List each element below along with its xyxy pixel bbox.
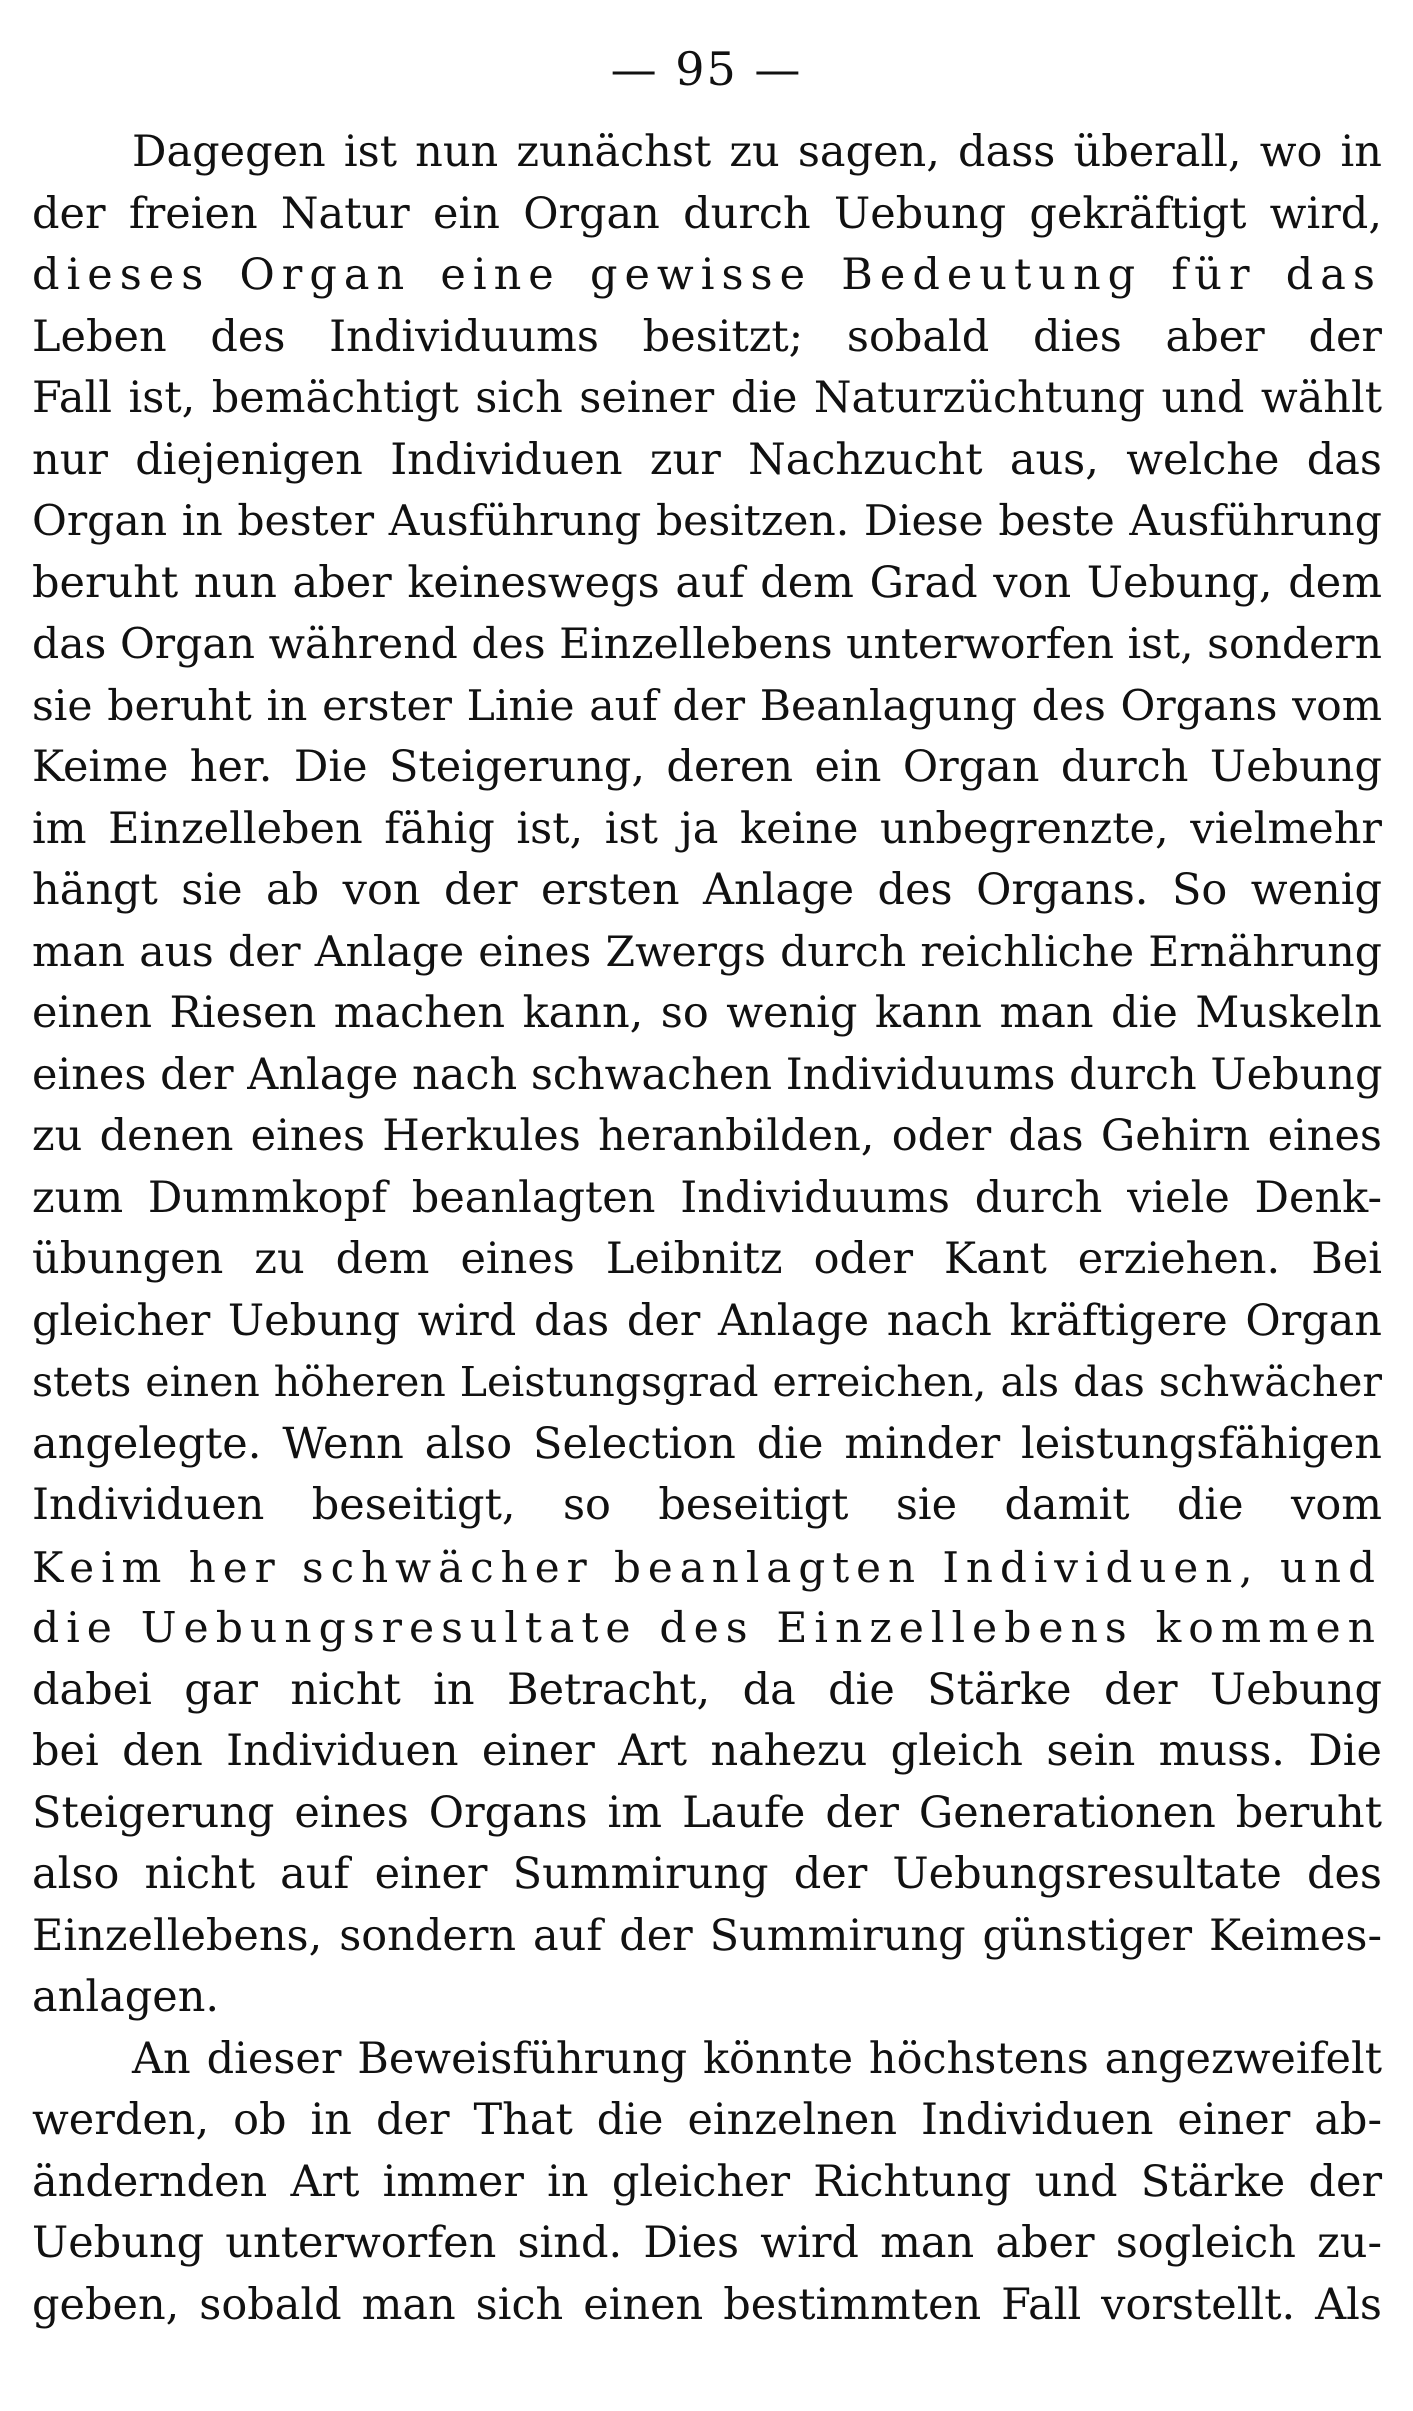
text-line: beruht nun aber keineswegs auf dem Grad von Uebung, dem (32, 557, 1382, 608)
text-line: bei den Individuen einer Art nahezu gleich sein muss. Die (32, 1726, 1382, 1776)
text-line: übungen zu dem eines Leibnitz oder Kant erziehen. Bei (32, 1234, 1382, 1284)
text-line: stets einen höheren Leistungsgrad erreichen, als das schwächer (32, 1358, 1382, 1406)
text-line: An dieser Beweisführung könnte höchstens angezweifelt (132, 2033, 1382, 2084)
text-line: Leben des Individuums besitzt; sobald dies aber der (32, 311, 1382, 362)
text-line-spaced: dieses Organ eine gewisse Bedeutung für das (32, 250, 1382, 300)
page-number: — 95 — (610, 42, 803, 96)
text-line: dabei gar nicht in Betracht, da die Stärke der Uebung (32, 1664, 1382, 1715)
text-line: gleicher Uebung wird das der Anlage nach kräftigere Organ (32, 1295, 1382, 1346)
text-line: Fall ist, bemächtigt sich seiner die Naturzüchtung und wählt (32, 373, 1382, 423)
text-line: also nicht auf einer Summirung der Uebungsresultate des (32, 1849, 1382, 1899)
text-line: man aus der Anlage eines Zwergs durch reichliche Ernährung (32, 927, 1382, 977)
text-line-last: anlagen. (32, 1972, 220, 2022)
text-line: im Einzelleben fähig ist, ist ja keine unbegrenzte, vielmehr (32, 803, 1382, 854)
text-line-spaced: die Uebungsresultate des Einzellebens kommen (32, 1604, 1382, 1653)
text-line: werden, ob in der That die einzelnen Individuen einer ab- (32, 2095, 1382, 2145)
text-line: nur diejenigen Individuen zur Nachzucht aus, welche das (32, 434, 1382, 485)
text-line: Organ in bester Ausführung besitzen. Diese beste Ausführung (32, 497, 1382, 546)
text-line: einen Riesen machen kann, so wenig kann man die Muskeln (32, 988, 1382, 1038)
text-line: geben, sobald man sich einen bestimmten Fall vorstellt. Als (32, 2279, 1382, 2330)
text-line: sie beruht in erster Linie auf der Beanlagung des Organs vom (32, 681, 1382, 731)
text-line: Uebung unterworfen sind. Dies wird man aber sogleich zu- (32, 2218, 1382, 2268)
text-line: ändernden Art immer in gleicher Richtung und Stärke der (32, 2156, 1382, 2207)
text-line-spaced: Keim her schwächer beanlagten Individuen, und (32, 1542, 1382, 1592)
text-line: zum Dummkopf beanlagten Individuums durch viele Denk- (32, 1172, 1382, 1223)
text-line: Einzellebens, sondern auf der Summirung günstiger Keimes- (32, 1910, 1382, 1961)
body-text (32, 122, 1382, 2336)
text-line: Steigerung eines Organs im Laufe der Generationen beruht (32, 1787, 1382, 1838)
paragraph-1 (32, 122, 1382, 2029)
text-line: Keime her. Die Steigerung, deren ein Organ durch Uebung (32, 742, 1382, 792)
text-line: hängt sie ab von der ersten Anlage des Organs. So wenig (32, 865, 1382, 915)
paragraph-2 (32, 2029, 1382, 2337)
text-line: angelegte. Wenn also Selection die minder leistungsfähigen (32, 1418, 1382, 1469)
text-line: zu denen eines Herkules heranbilden, oder das Gehirn eines (32, 1111, 1382, 1161)
text-line: Individuen beseitigt, so beseitigt sie damit die vom (32, 1480, 1382, 1530)
text-line: Dagegen ist nun zunächst zu sagen, dass überall, wo in (132, 127, 1382, 177)
text-line: das Organ während des Einzellebens unterworfen ist, sondern (32, 620, 1382, 669)
text-line: eines der Anlage nach schwachen Individuums durch Uebung (32, 1049, 1383, 1100)
text-line: der freien Natur ein Organ durch Uebung gekräftigt wird, (32, 188, 1382, 239)
